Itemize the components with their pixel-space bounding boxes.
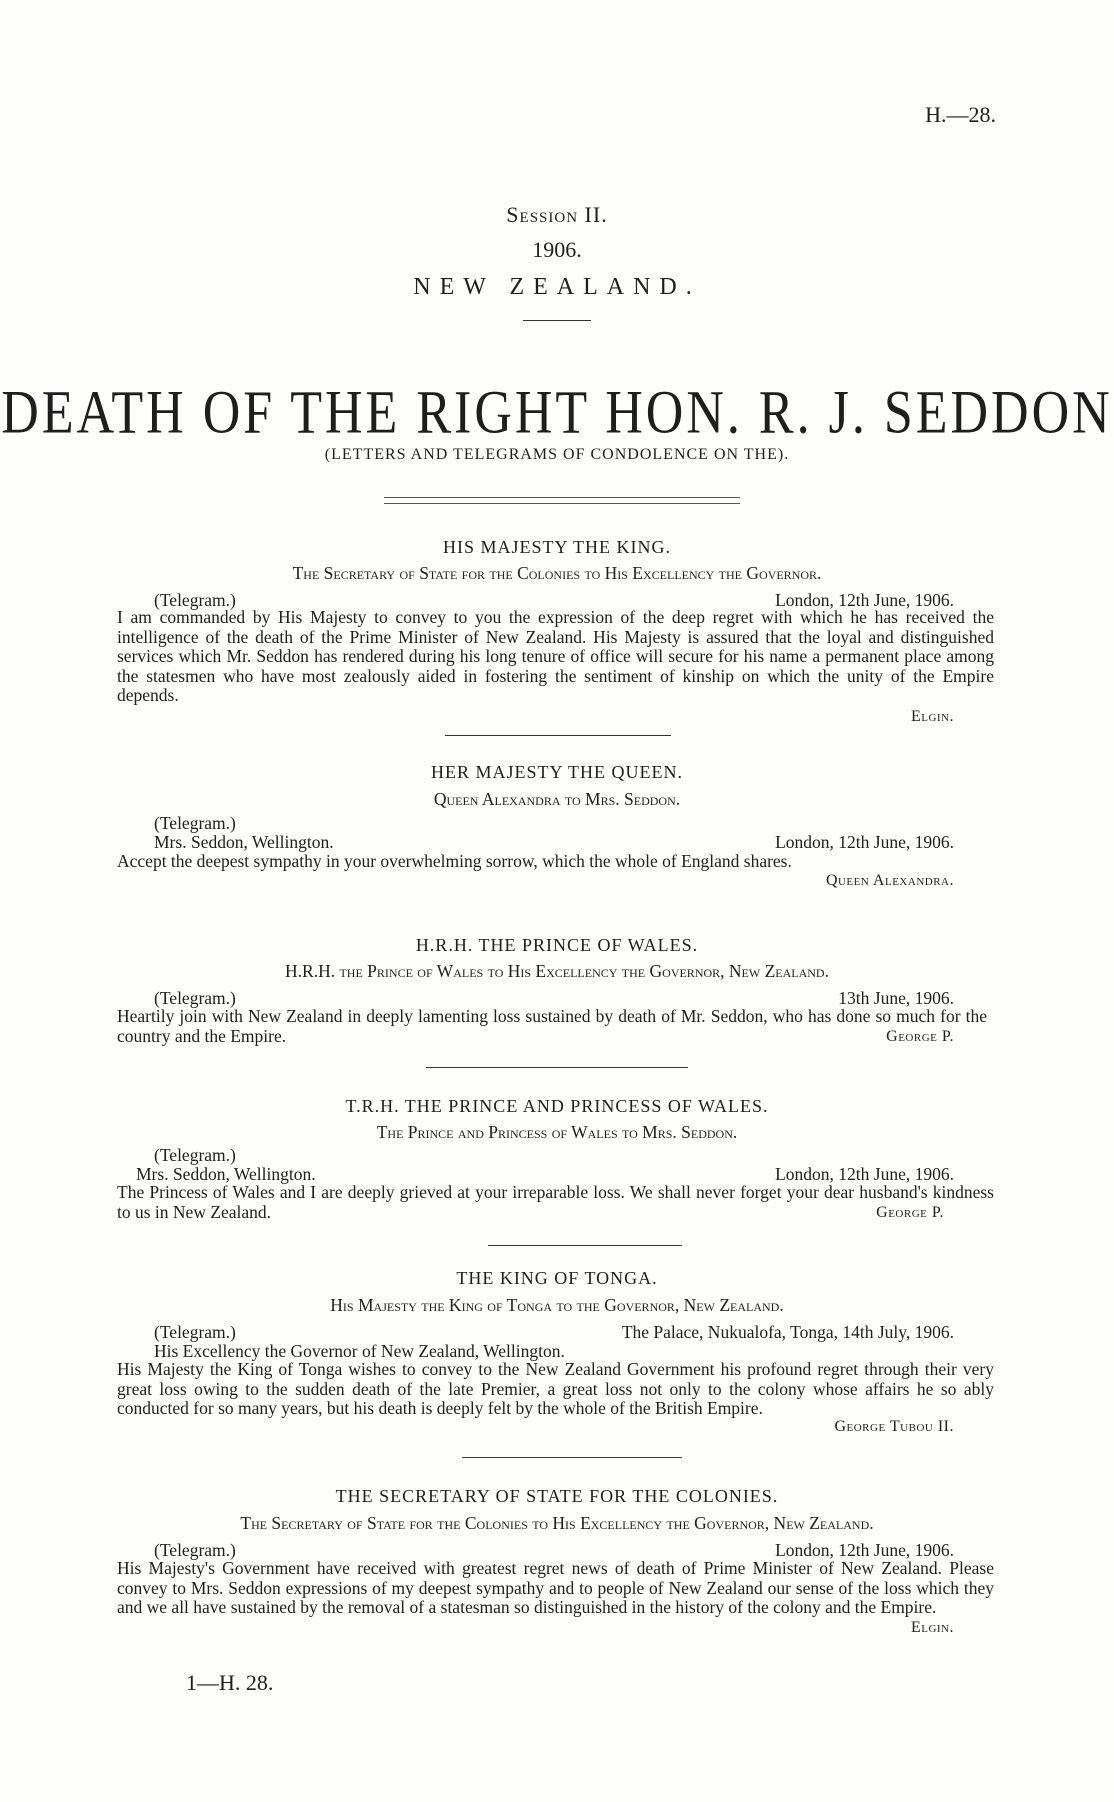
section-heading: THE KING OF TONGA. <box>456 1268 658 1288</box>
divider <box>488 1245 682 1246</box>
document-subtitle: (LETTERS AND TELEGRAMS OF CONDOLENCE ON THE). <box>324 446 790 463</box>
message-body: I am commanded by His Majesty to convey to you the expression of the deep regret with which he has received the intelligence of the death of the Prime Minister of New Zealand. His Majesty is assured that the loyal and distinguished services which Mr. Seddon has rendered during his long tenure of office will secure for his name a permanent place among the statesmen who have most zealously aided in fostering the sentiment of kinship on which the unity of the Empire depends. <box>117 607 994 705</box>
divider <box>426 1067 688 1068</box>
section-from-to: Queen Alexandra to Mrs. Seddon. <box>433 789 681 809</box>
telegram-label: (Telegram.) <box>154 590 236 610</box>
divider <box>462 1457 682 1458</box>
place-date: London, 12th June, 1906. <box>775 1540 954 1560</box>
section-heading: T.R.H. THE PRINCE AND PRINCESS OF WALES. <box>345 1096 769 1116</box>
section-heading: HIS MAJESTY THE KING. <box>443 537 671 557</box>
addressee: Mrs. Seddon, Wellington. <box>154 832 334 852</box>
message-body: The Princess of Wales and I are deeply grieved at your irreparable loss. We shall never forget your dear husband's kindness to us in New Zealand. <box>117 1182 994 1222</box>
place-date: London, 12th June, 1906. <box>775 832 954 852</box>
place-date: London, 12th June, 1906. <box>775 1164 954 1184</box>
page-reference: H.—28. <box>925 102 996 127</box>
signature: George P. <box>876 1204 944 1221</box>
section-heading: H.R.H. THE PRINCE OF WALES. <box>415 935 699 955</box>
telegram-label: (Telegram.) <box>154 813 236 833</box>
section-from-to: The Secretary of State for the Colonies to His Excellency the Governor. <box>292 563 822 583</box>
session-label: Session II. <box>506 202 608 227</box>
signature: Elgin. <box>910 1619 954 1636</box>
telegram-label: (Telegram.) <box>154 1322 236 1342</box>
signature: Elgin. <box>910 708 954 725</box>
signature: George P. <box>886 1028 954 1045</box>
message-body: His Majesty the King of Tonga wishes to convey to the New Zealand Government his profound regret through their very great loss owing to the sudden death of the late Premier, a great loss not only to the colony whose affairs he so ably conducted for so many years, but his death is deeply felt by the whole of the British Empire. <box>117 1359 994 1418</box>
section-from-to: His Majesty the King of Tonga to the Governor, New Zealand. <box>330 1295 784 1315</box>
section-heading: THE SECRETARY OF STATE FOR THE COLONIES. <box>335 1486 779 1506</box>
telegram-label: (Telegram.) <box>154 1145 236 1165</box>
place-date: The Palace, Nukualofa, Tonga, 14th July, 1906. <box>621 1322 954 1342</box>
place-date: London, 12th June, 1906. <box>775 590 954 610</box>
place-date: 13th June, 1906. <box>838 988 954 1008</box>
double-divider <box>384 497 740 504</box>
section-from-to: The Prince and Princess of Wales to Mrs. Seddon. <box>376 1122 738 1142</box>
signature: Queen Alexandra. <box>825 872 954 889</box>
telegram-label: (Telegram.) <box>154 1540 236 1560</box>
section-from-to: H.R.H. the Prince of Wales to His Excellency the Governor, New Zealand. <box>285 961 829 981</box>
page-footer: 1—H. 28. <box>186 1670 274 1695</box>
document-title: DEATH OF THE RIGHT HON. R. J. SEDDON <box>1 379 1113 447</box>
divider <box>523 320 591 321</box>
addressee: Mrs. Seddon, Wellington. <box>136 1164 316 1184</box>
message-body: Accept the deepest sympathy in your overwhelming sorrow, which the whole of England shares. <box>117 851 792 871</box>
message-body: Heartily join with New Zealand in deeply lamenting loss sustained by death of Mr. Seddon, who has done so much for the country and the Empire. <box>117 1006 987 1046</box>
year-label: 1906. <box>532 237 582 262</box>
country-label: NEW ZEALAND. <box>413 274 701 300</box>
section-heading: HER MAJESTY THE QUEEN. <box>431 762 683 782</box>
telegram-label: (Telegram.) <box>154 988 236 1008</box>
signature: George Tubou II. <box>834 1418 954 1435</box>
addressee: His Excellency the Governor of New Zealand, Wellington. <box>154 1341 565 1361</box>
divider <box>445 735 671 736</box>
message-body: His Majesty's Government have received with greatest regret news of death of Prime Minister of New Zealand. Please convey to Mrs. Seddon expressions of my deepest sympathy and to people of New Zealand our sense of the loss which they and we all have sustained by the removal of a statesman so distinguished in the history of the colony and the Empire. <box>117 1558 994 1617</box>
section-from-to: The Secretary of State for the Colonies to His Excellency the Governor, New Zealand. <box>240 1513 874 1533</box>
